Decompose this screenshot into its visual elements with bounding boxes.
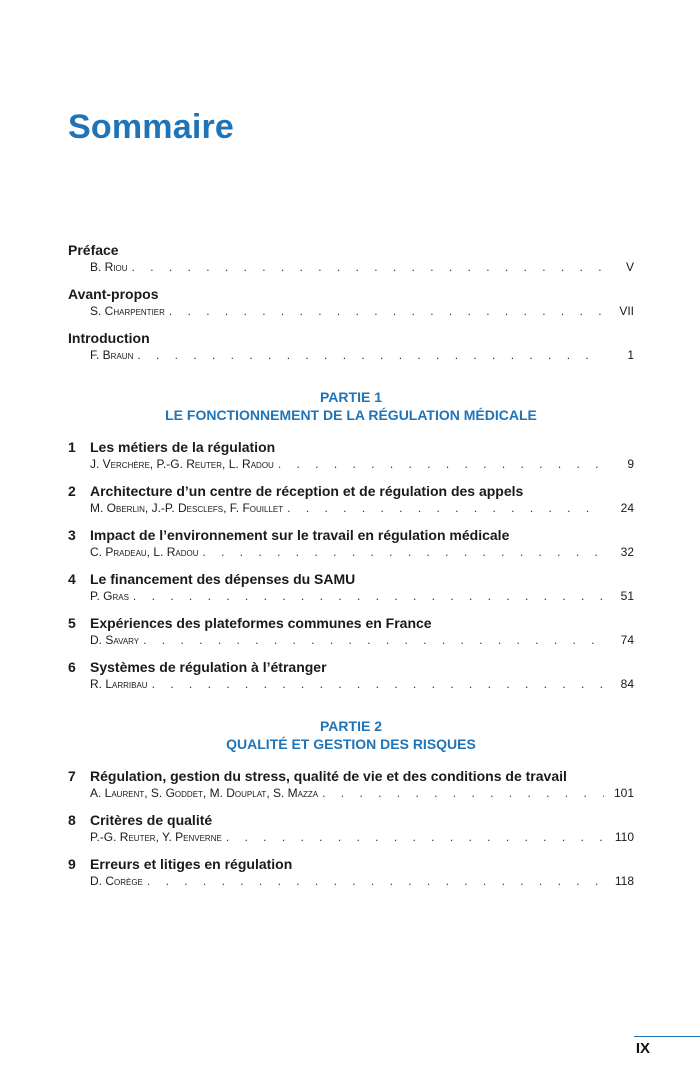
part-label: PARTIE 2 <box>320 718 382 734</box>
entry-page: VII <box>619 304 634 318</box>
entry-authors: P. Gras <box>90 589 129 603</box>
entry-title: Les métiers de la régulation <box>90 439 276 455</box>
entry-authors: F. Braun <box>90 348 134 362</box>
entry-title: Expériences des plateformes communes en France <box>90 615 432 631</box>
entry-title: Introduction <box>68 330 150 346</box>
dot-leader <box>137 347 604 364</box>
dot-leader <box>226 829 604 846</box>
entry-page: 9 <box>627 457 634 471</box>
entry-title: Le financement des dépenses du SAMU <box>90 571 356 587</box>
part-name: QUALITÉ ET GESTION DES RISQUES <box>226 736 476 752</box>
part-name: LE FONCTIONNEMENT DE LA RÉGULATION MÉDICALE <box>165 407 537 423</box>
part-label: PARTIE 1 <box>320 389 382 405</box>
page-title: Sommaire <box>68 108 235 146</box>
dot-leader <box>147 873 604 890</box>
entry-title: Régulation, gestion du stress, qualité de vie et des conditions de travail <box>90 768 567 784</box>
dot-leader <box>169 303 604 320</box>
toc-entry-chapter-9[interactable] <box>68 855 634 890</box>
page-number: IX <box>635 1040 650 1057</box>
chapter-number: 3 <box>68 527 76 543</box>
chapter-number: 9 <box>68 856 76 872</box>
entry-title: Systèmes de régulation à l’étranger <box>90 659 327 675</box>
entry-page: 51 <box>620 589 634 603</box>
chapter-number: 6 <box>68 659 76 675</box>
toc-entry-preface[interactable] <box>68 241 634 276</box>
entry-authors: D. Savary <box>90 633 140 647</box>
entry-authors: S. Charpentier <box>90 304 165 318</box>
entry-authors: A. Laurent, S. Goddet, M. Douplat, S. Mazza <box>90 786 319 800</box>
entry-title: Préface <box>68 242 119 258</box>
entry-title: Impact de l’environnement sur le travail en régulation médicale <box>90 527 510 543</box>
entry-title: Avant-propos <box>68 286 159 302</box>
entry-page: 1 <box>627 348 634 362</box>
part-heading-2 <box>68 717 634 753</box>
chapter-number: 1 <box>68 439 76 455</box>
dot-leader <box>132 259 604 276</box>
toc-entry-chapter-1[interactable] <box>68 438 634 473</box>
chapter-number: 8 <box>68 812 76 828</box>
entry-page: 32 <box>620 545 634 559</box>
dot-leader <box>322 785 604 802</box>
entry-title: Erreurs et litiges en régulation <box>90 856 293 872</box>
toc-entry-chapter-7[interactable] <box>68 767 634 802</box>
part-heading-1 <box>68 388 634 424</box>
entry-page: 84 <box>620 677 634 691</box>
entry-title: Critères de qualité <box>90 812 213 828</box>
toc-entry-chapter-6[interactable] <box>68 658 634 693</box>
entry-authors: D. Corège <box>90 874 143 888</box>
dot-leader <box>133 588 604 605</box>
toc-entry-chapter-5[interactable] <box>68 614 634 649</box>
entry-page: 101 <box>613 786 634 800</box>
chapter-number: 2 <box>68 483 76 499</box>
entry-title: Architecture d’un centre de réception et de régulation des appels <box>90 483 524 499</box>
toc-entry-avant-propos[interactable] <box>68 285 634 320</box>
dot-leader <box>278 456 604 473</box>
entry-authors: J. Verchère, P.-G. Reuter, L. Radou <box>90 457 274 471</box>
chapter-number: 5 <box>68 615 76 631</box>
dot-leader <box>143 632 604 649</box>
dot-leader <box>152 676 604 693</box>
toc-entry-chapter-8[interactable] <box>68 811 634 846</box>
toc-entry-chapter-2[interactable] <box>68 482 634 517</box>
dot-leader <box>287 500 604 517</box>
toc-entry-introduction[interactable] <box>68 329 634 364</box>
entry-page: 24 <box>620 501 634 515</box>
entry-page: 118 <box>614 874 634 888</box>
entry-authors: C. Pradeau, L. Radou <box>90 545 199 559</box>
toc-entry-chapter-3[interactable] <box>68 526 634 561</box>
entry-authors: B. Riou <box>90 260 128 274</box>
entry-page: 110 <box>614 830 634 844</box>
chapter-number: 4 <box>68 571 76 587</box>
chapter-number: 7 <box>68 768 76 784</box>
table-of-contents <box>68 241 634 899</box>
entry-page: V <box>625 260 634 274</box>
dot-leader <box>202 544 604 561</box>
entry-authors: M. Oberlin, J.-P. Desclefs, F. Fouillet <box>90 501 284 515</box>
entry-page: 74 <box>620 633 634 647</box>
entry-authors: P.-G. Reuter, Y. Penverne <box>90 830 222 844</box>
toc-entry-chapter-4[interactable] <box>68 570 634 605</box>
entry-authors: R. Larribau <box>90 677 148 691</box>
